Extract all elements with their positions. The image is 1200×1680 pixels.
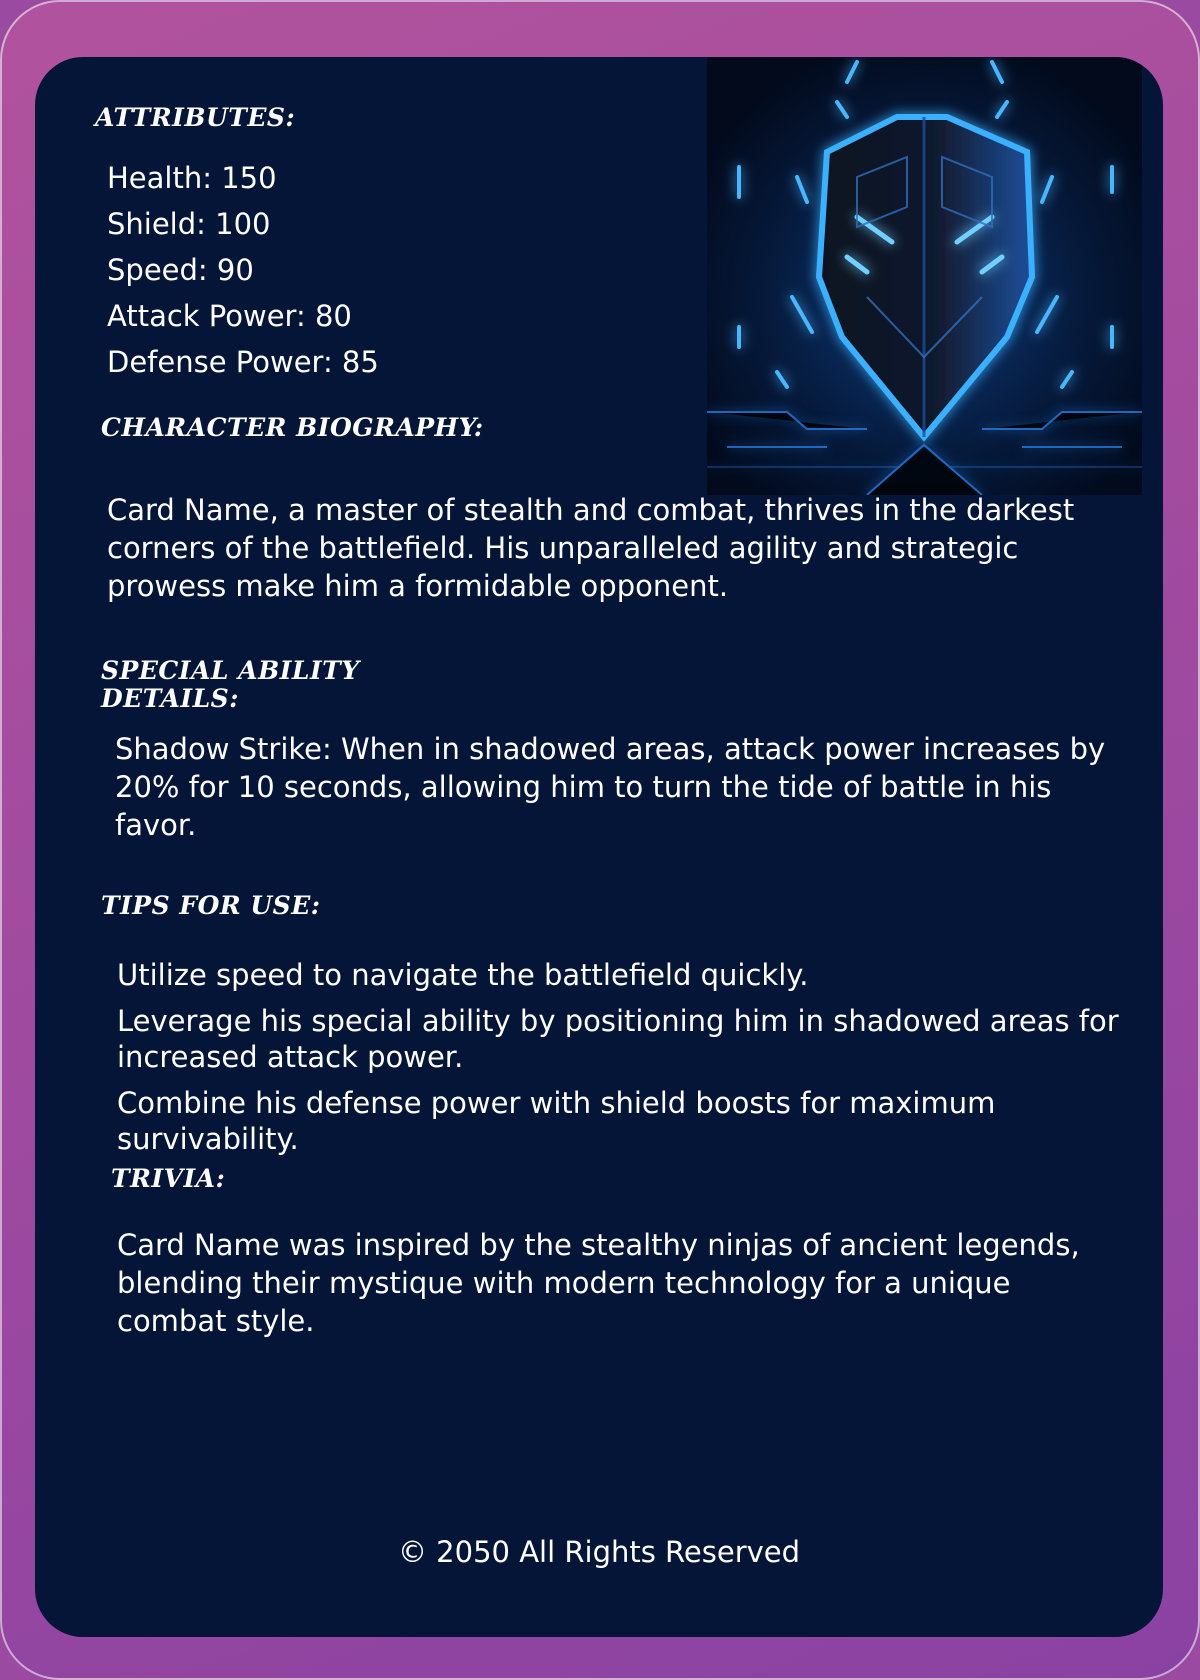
tips-list [117,957,1127,1167]
attribute-speed: Speed: 90 [107,253,254,287]
ability-text: Shadow Strike: When in shadowed areas, attack power increases by 20% for 10 seconds, allowing him to turn the tide of battle in his favor. [115,732,1106,842]
tip-item: Leverage his special ability by positioning him in shadowed areas for increased attack power. [117,1004,1119,1074]
biography-heading: CHARACTER BIOGRAPHY: [101,413,484,442]
tip-item: Combine his defense power with shield boosts for maximum survivability. [117,1086,996,1156]
shield-icon [707,57,1142,495]
trivia-text: Card Name was inspired by the stealthy ninjas of ancient legends, blending their mystique with modern technology for a unique combat style. [117,1228,1080,1338]
tips-heading: TIPS FOR USE: [101,891,321,920]
trivia-heading: TRIVIA: [111,1164,226,1193]
attributes-list [107,155,379,385]
attribute-defense-power: Defense Power: 85 [107,345,379,379]
attribute-attack-power: Attack Power: 80 [107,299,352,333]
ability-heading: SPECIAL ABILITY DETAILS: [101,656,360,713]
attribute-health: Health: 150 [107,161,277,195]
biography-text: Card Name, a master of stealth and combat, thrives in the darkest corners of the battlefield. His unparalleled agility and strategic prowess make him a formidable opponent. [107,493,1075,603]
character-artwork [707,57,1142,495]
attributes-heading: ATTRIBUTES: [95,103,296,132]
tip-item: Utilize speed to navigate the battlefield quickly. [117,958,809,992]
attribute-shield: Shield: 100 [107,207,271,241]
copyright-footer: © 2050 All Rights Reserved [397,1535,801,1569]
character-card [35,57,1163,1637]
